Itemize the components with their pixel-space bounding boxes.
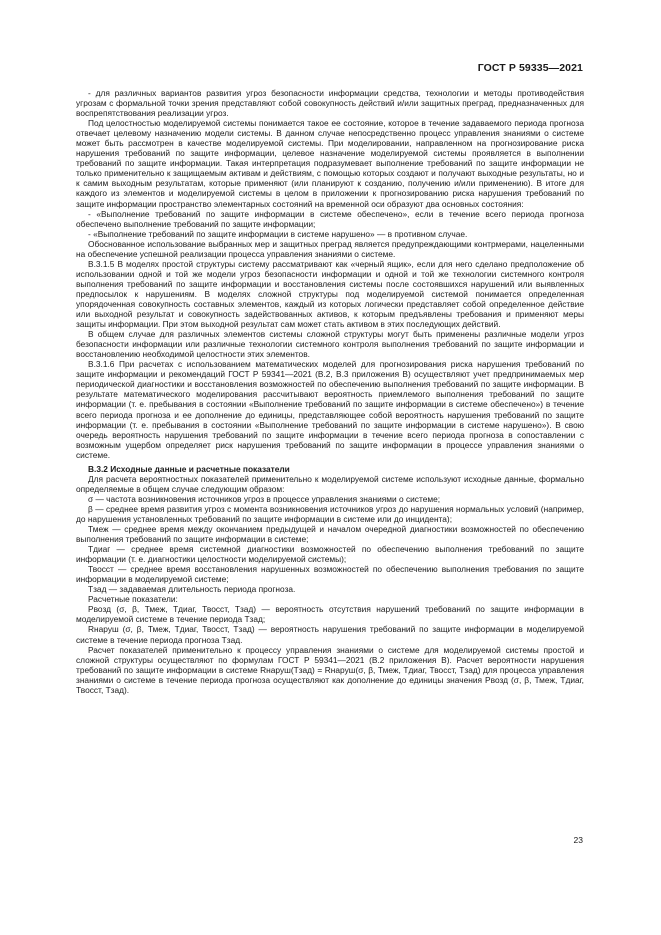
paragraph: - «Выполнение требований по защите информации в системе обеспечено», если в течение всего периода прогноза обеспечено выполнение требований по защите информации; — [76, 208, 584, 229]
paragraph: - «Выполнение требований по защите информации в системе нарушено» — в противном случае. — [88, 228, 468, 239]
paragraph: Тмеж — среднее время между окончанием предыдущей и началом очередной диагностики возможностей по обеспечению выполнения требований по защите информации в системе; — [76, 524, 584, 545]
paragraph: - для различных вариантов развития угроз безопасности информации средства, технологии и методы противодействия угрозам с формальной точки зрения представляют собой совокупность действий и/или защитных преград, предназначенных для воспрепятствования реализации угроз. — [76, 88, 584, 119]
paragraph: В общем случае для различных элементов системы сложной структуры могут быть применены различные модели угроз безопасности информации или различные технологии системного контроля выполнения требований по защите информации и восстановлению необходимой целостности этих элементов. — [76, 329, 584, 360]
paragraph: σ — частота возникновения источников угроз в процессе управления знаниями о системе; — [88, 493, 441, 504]
paragraph: Обоснованное использование выбранных мер и защитных преград является предупреждающими контрмерами, нацеленными на обеспечение успешной реализации процесса управления знаниями о системе. — [76, 238, 584, 259]
paragraph: Rнаруш (σ, β, Тмеж, Тдиаг, Твосст, Тзад) — вероятность нарушения требований по защите информации в моделируемой системе в течение периода прогноза Тзад. — [76, 624, 584, 645]
paragraph: β — среднее время развития угроз с момента возникновения источников угроз до нарушения нормальных условий (например, до нарушения установленных требований по защите информации в системе или до инцидента); — [76, 503, 584, 524]
document-code: ГОСТ Р 59335—2021 — [477, 62, 583, 74]
page-number: 23 — [573, 835, 583, 845]
paragraph: В.3.1.5 В моделях простой структуры систему рассматривают как «черный ящик», если для него сделано предположение об использовании одной и той же модели угроз безопасности информации и одной и той же технологии системного контроля выполнения требований по защите информации и восстановления системы после состоявшихся нарушений или выявленных предпосылок к нарушениям. В моделях сложной структуры под моделируемой системой понимается определенная упорядоченная совокупность составных элементов, каждый из которых логически представляет собой определенное действие или выходной результат и совокупность задействованных активов, к которым предъявлены требования и применяют меры защиты информации. При этом выходной результат сам может стать активом в этих последующих действий. — [76, 258, 584, 330]
paragraph: Твосст — среднее время восстановления нарушенных возможностей по обеспечению выполнения требования по защите информации в моделируемой системе; — [76, 564, 584, 585]
paragraph: Тзад — задаваемая длительность периода прогноза. — [88, 584, 296, 595]
paragraph: В.3.1.6 При расчетах с использованием математических моделей для прогнозирования риска нарушения требований по защите информации и рекомендаций ГОСТ Р 59341—2021 (В.2, В.3 приложения В) осуществляют учет предпринимаемых мер периодической диагностики и восстановления возможностей по обеспечению выполнения требований по защите информации. В результате математического моделирования рассчитывают вероятность приемлемого выполнения требований по защите информации (т. е. пребывания в состоянии «Выполнение требований по защите информации в системе обеспечено») в течение всего периода прогноза и ее дополнение до единицы, представляющее собой вероятность нарушения требований по защите информации (т. е. пребывания в состоянии «Выполнение требований по защите информации в системе нарушено»). В свою очередь вероятность нарушения требований по защите информации в течение всего периода прогноза в сопоставлении с возможным ущербом определяет риск нарушения требований по защите информации в процессе управления знаниями о системе. — [76, 359, 584, 460]
paragraph: Рвозд (σ, β, Тмеж, Тдиаг, Твосст, Тзад) — вероятность отсутствия нарушений требований по защите информации в моделируемой системе в течение периода Тзад; — [76, 604, 584, 625]
paragraph: Расчет показателей применительно к процессу управления знаниями о системе для моделируемой системы простой и сложной структуры осуществляют по формулам ГОСТ Р 59341—2021 (В.2 приложения В). Расчет вероятности нарушения требований по защите информации в системе Rнаруш(Тзад) = Rнаруш(σ, β, Тмеж, Тдиаг, Твосст, Тзад) для процесса управления знаниями о системе в течение периода прогноза осуществляют как дополнение до единицы значения Рвозд (σ, β, Тмеж, Тдиаг, Твосст, Тзад). — [76, 644, 584, 695]
paragraph: Под целостностью моделируемой системы понимается такое ее состояние, которое в течение задаваемого периода прогноза отвечает целевому назначению модели системы. В данном случае непосредственно процесс управления знаниями о системе может быть рассмотрен в качестве моделируемой системы. При моделировании, направленном на прогнозирование риска нарушения требований по защите информации, целевое назначение моделируемой системы проявляется в выполнении требований по защите информации. Такая интерпретация подразумевает выполнение требований по защите информации не только применительно к защищаемым активам и действиям, с помощью которых создают и получают выходные результаты, но и к самим выходным результатам, которые применяют (или планируют к созданию, получению и/или применению). В итоге для каждого из элементов и моделируемой системы в целом в приложении к прогнозированию риска нарушения требований по защите информации пространство элементарных состояний на временной оси образуют два основных состояния: — [76, 118, 584, 209]
section-heading: В.3.2 Исходные данные и расчетные показатели — [88, 463, 290, 474]
paragraph: Тдиаг — среднее время системной диагностики возможностей по обеспечению выполнения требований по защите информации (т. е. диагностики целостности моделируемой системы); — [76, 544, 584, 565]
paragraph: Для расчета вероятностных показателей применительно к моделируемой системе используют исходные данные, формально определяемые в общем случае следующим образом: — [76, 473, 584, 494]
page-body — [76, 88, 584, 695]
paragraph: Расчетные показатели: — [88, 594, 178, 605]
